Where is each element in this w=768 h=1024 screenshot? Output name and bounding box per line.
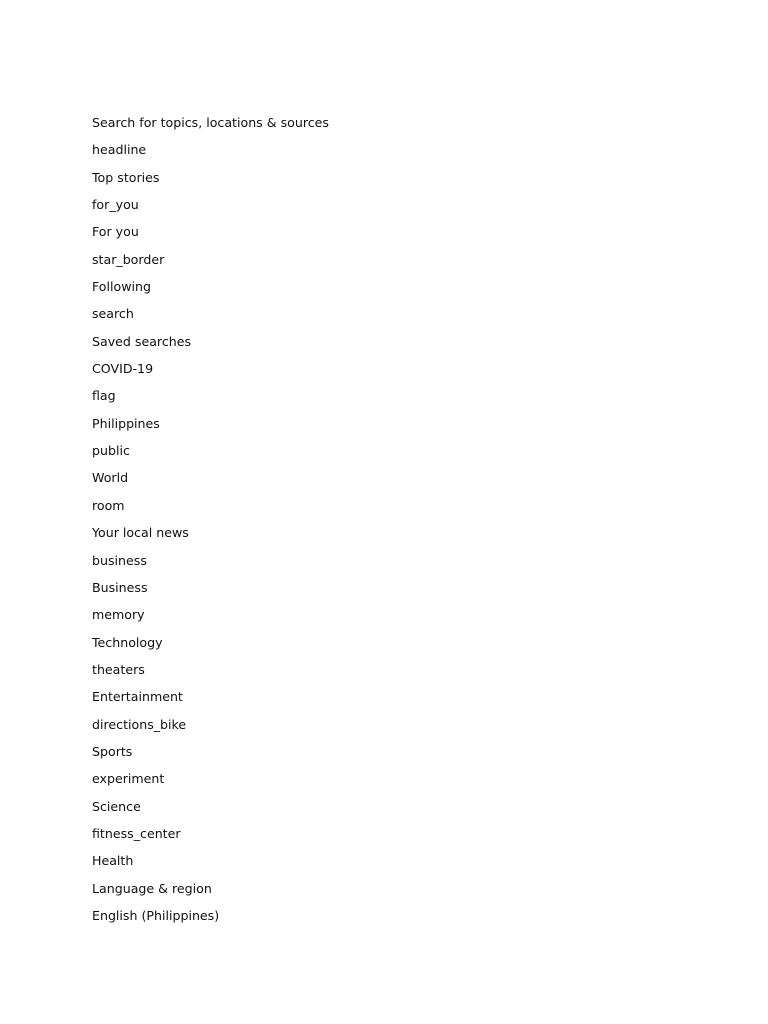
sports-label: Sports xyxy=(92,743,133,759)
local-news-label: Your local news xyxy=(92,525,189,541)
technology-label: Technology xyxy=(92,634,163,650)
following-label: Following xyxy=(92,279,151,295)
philippines-label: Philippines xyxy=(92,415,160,431)
business-icon-name: business xyxy=(92,552,147,568)
search-icon-name: search xyxy=(92,306,134,322)
search-prompt-text: Search for topics, locations & sources xyxy=(92,115,329,130)
directions-bike-icon-name: directions_bike xyxy=(92,716,187,732)
for-you-label: For you xyxy=(92,224,139,240)
memory-icon-name: memory xyxy=(92,607,145,623)
star-border-icon-name: star_border xyxy=(92,251,165,267)
fitness-center-icon-name: fitness_center xyxy=(92,825,181,841)
headline-icon-name: headline xyxy=(92,142,147,158)
flag-icon-name: flag xyxy=(92,388,116,404)
public-icon-name: public xyxy=(92,443,130,459)
world-label: World xyxy=(92,470,129,486)
science-label: Science xyxy=(92,798,141,814)
experiment-icon-name: experiment xyxy=(92,771,165,787)
for-you-icon-name: for_you xyxy=(92,197,139,213)
room-icon-name: room xyxy=(92,497,125,513)
covid-19-label: COVID-19 xyxy=(92,361,154,377)
language-region-value: English (Philippines) xyxy=(92,907,220,923)
text-line-list xyxy=(92,114,329,934)
business-label: Business xyxy=(92,579,148,595)
language-region-label: Language & region xyxy=(92,880,212,896)
entertainment-label: Entertainment xyxy=(92,689,183,705)
saved-searches-label: Saved searches xyxy=(92,333,192,349)
top-stories-label: Top stories xyxy=(92,169,160,185)
theaters-icon-name: theaters xyxy=(92,661,145,677)
health-label: Health xyxy=(92,853,134,869)
